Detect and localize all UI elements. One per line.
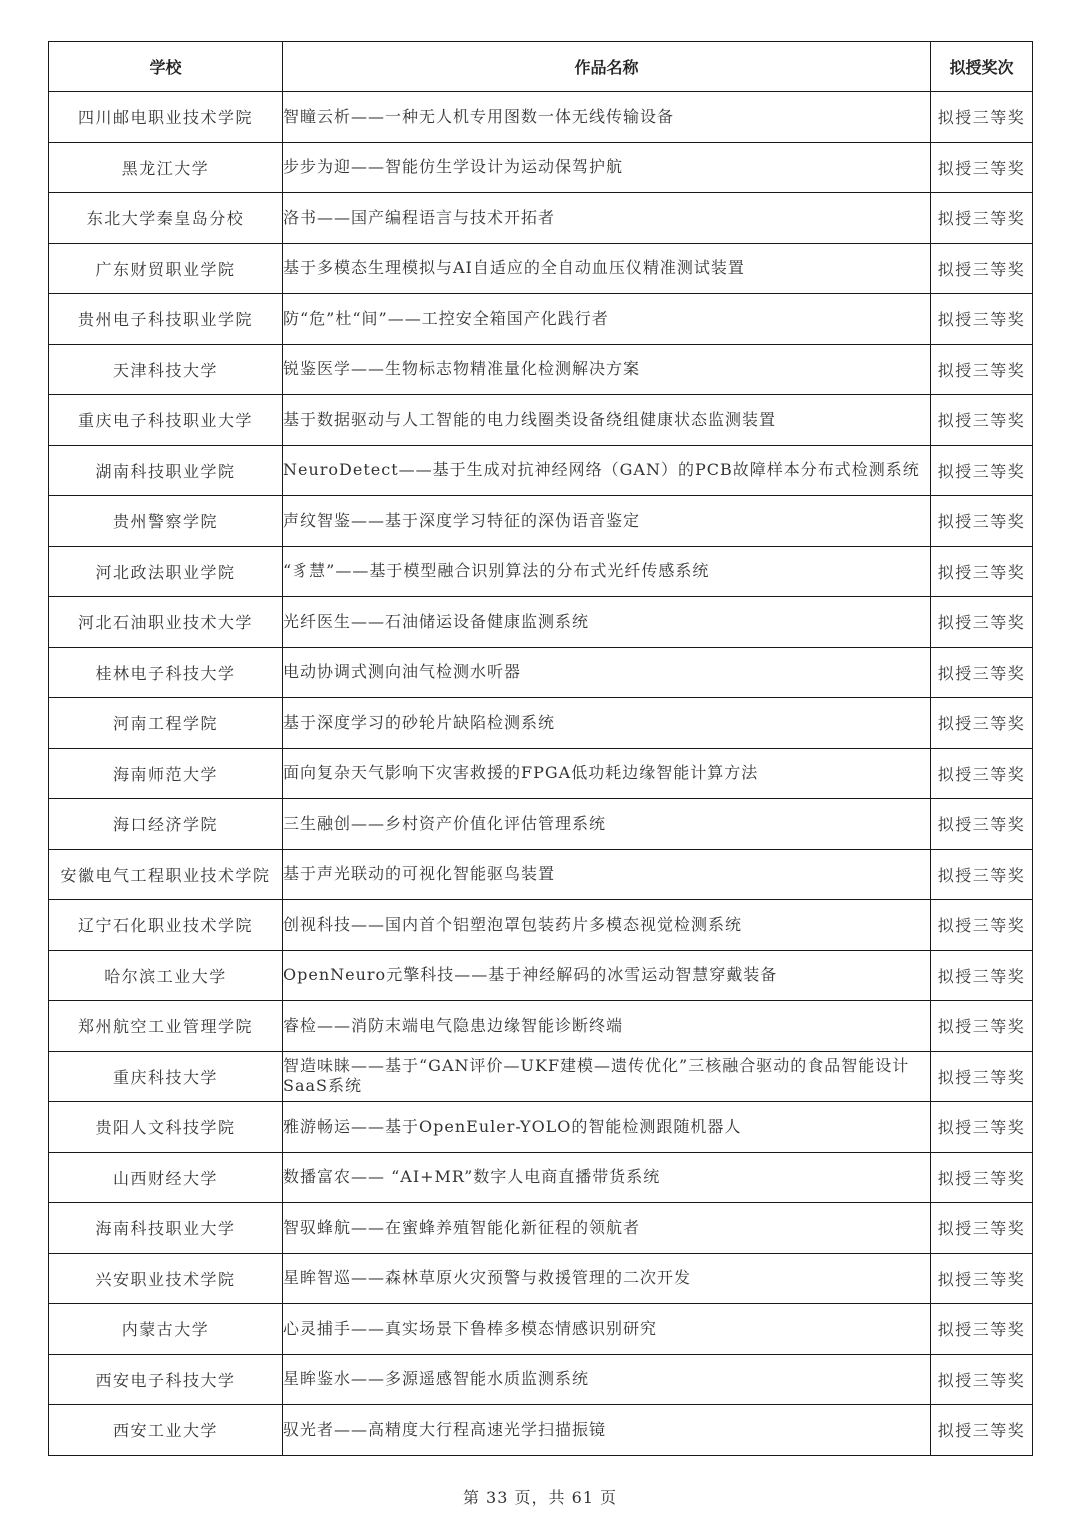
table-row xyxy=(49,900,1033,951)
award-level-cell: 拟授三等奖 xyxy=(931,900,1033,951)
school-cell: 西安电子科技大学 xyxy=(49,1354,283,1405)
award-level-cell: 拟授三等奖 xyxy=(931,950,1033,1001)
award-level-cell: 拟授三等奖 xyxy=(931,243,1033,294)
work-name-cell: 星眸智巡——森林草原火灾预警与救援管理的二次开发 xyxy=(283,1253,931,1304)
award-level-cell: 拟授三等奖 xyxy=(931,1253,1033,1304)
table-row xyxy=(49,92,1033,143)
work-name-cell: 洛书——国产编程语言与技术开拓者 xyxy=(283,193,931,244)
award-level-cell: 拟授三等奖 xyxy=(931,1001,1033,1052)
work-name-cell: 三生融创——乡村资产价值化评估管理系统 xyxy=(283,799,931,850)
award-level-cell: 拟授三等奖 xyxy=(931,395,1033,446)
school-cell: 河北政法职业学院 xyxy=(49,546,283,597)
school-cell: 兴安职业技术学院 xyxy=(49,1253,283,1304)
school-cell: 安徽电气工程职业技术学院 xyxy=(49,849,283,900)
table-row xyxy=(49,799,1033,850)
work-name-cell: 雅游畅运——基于OpenEuler-YOLO的智能检测跟随机器人 xyxy=(283,1102,931,1153)
school-cell: 重庆电子科技职业大学 xyxy=(49,395,283,446)
table-row xyxy=(49,647,1033,698)
school-cell: 河北石油职业技术大学 xyxy=(49,597,283,648)
award-level-cell: 拟授三等奖 xyxy=(931,647,1033,698)
work-name-cell: 基于深度学习的砂轮片缺陷检测系统 xyxy=(283,698,931,749)
table-row xyxy=(49,597,1033,648)
table-row xyxy=(49,344,1033,395)
school-cell: 东北大学秦皇岛分校 xyxy=(49,193,283,244)
school-cell: 湖南科技职业学院 xyxy=(49,445,283,496)
work-name-cell: NeuroDetect——基于生成对抗神经网络（GAN）的PCB故障样本分布式检测系统 xyxy=(283,445,931,496)
award-level-cell: 拟授三等奖 xyxy=(931,1051,1033,1102)
work-name-cell: 基于多模态生理模拟与AI自适应的全自动血压仪精准测试装置 xyxy=(283,243,931,294)
work-name-cell: 防“危”杜“间”——工控安全箱国产化践行者 xyxy=(283,294,931,345)
award-level-cell: 拟授三等奖 xyxy=(931,92,1033,143)
work-name-cell: 智驭蜂航——在蜜蜂养殖智能化新征程的领航者 xyxy=(283,1203,931,1254)
work-name-cell: 声纹智鉴——基于深度学习特征的深伪语音鉴定 xyxy=(283,496,931,547)
award-level-cell: 拟授三等奖 xyxy=(931,496,1033,547)
award-level-cell: 拟授三等奖 xyxy=(931,1102,1033,1153)
award-level-cell: 拟授三等奖 xyxy=(931,142,1033,193)
award-level-cell: 拟授三等奖 xyxy=(931,1304,1033,1355)
table-row xyxy=(49,1405,1033,1456)
award-level-cell: 拟授三等奖 xyxy=(931,1203,1033,1254)
school-cell: 黑龙江大学 xyxy=(49,142,283,193)
work-name-cell: 心灵捕手——真实场景下鲁棒多模态情感识别研究 xyxy=(283,1304,931,1355)
school-cell: 天津科技大学 xyxy=(49,344,283,395)
school-cell: 海南科技职业大学 xyxy=(49,1203,283,1254)
work-name-cell: 锐鉴医学——生物标志物精准量化检测解决方案 xyxy=(283,344,931,395)
school-cell: 山西财经大学 xyxy=(49,1152,283,1203)
school-cell: 贵州警察学院 xyxy=(49,496,283,547)
school-cell: 海口经济学院 xyxy=(49,799,283,850)
work-name-cell: 面向复杂天气影响下灾害救援的FPGA低功耗边缘智能计算方法 xyxy=(283,748,931,799)
work-name-cell: 智瞳云析——一种无人机专用图数一体无线传输设备 xyxy=(283,92,931,143)
table-row xyxy=(49,1051,1033,1102)
table-row xyxy=(49,950,1033,1001)
award-level-cell: 拟授三等奖 xyxy=(931,294,1033,345)
table-row xyxy=(49,1102,1033,1153)
table-row xyxy=(49,1253,1033,1304)
work-name-cell: 睿检——消防末端电气隐患边缘智能诊断终端 xyxy=(283,1001,931,1052)
award-level-cell: 拟授三等奖 xyxy=(931,1405,1033,1456)
school-cell: 海南师范大学 xyxy=(49,748,283,799)
table-row xyxy=(49,1152,1033,1203)
school-cell: 贵州电子科技职业学院 xyxy=(49,294,283,345)
header-work-name: 作品名称 xyxy=(283,42,931,92)
school-cell: 贵阳人文科技学院 xyxy=(49,1102,283,1153)
award-level-cell: 拟授三等奖 xyxy=(931,445,1033,496)
table-row xyxy=(49,1203,1033,1254)
table-row xyxy=(49,142,1033,193)
work-name-cell: 基于数据驱动与人工智能的电力线圈类设备绕组健康状态监测装置 xyxy=(283,395,931,446)
award-level-cell: 拟授三等奖 xyxy=(931,597,1033,648)
header-award-level: 拟授奖次 xyxy=(931,42,1033,92)
school-cell: 河南工程学院 xyxy=(49,698,283,749)
school-cell: 西安工业大学 xyxy=(49,1405,283,1456)
table-row xyxy=(49,193,1033,244)
table-row xyxy=(49,1304,1033,1355)
table-row xyxy=(49,496,1033,547)
work-name-cell: 数播富农—— “AI+MR”数字人电商直播带货系统 xyxy=(283,1152,931,1203)
school-cell: 郑州航空工业管理学院 xyxy=(49,1001,283,1052)
work-name-cell: “豸慧”——基于模型融合识别算法的分布式光纤传感系统 xyxy=(283,546,931,597)
page-number: 第 33 页，共 61 页 xyxy=(462,1488,618,1507)
work-name-cell: 电动协调式测向油气检测水听器 xyxy=(283,647,931,698)
work-name-cell: 创视科技——国内首个铝塑泡罩包装药片多模态视觉检测系统 xyxy=(283,900,931,951)
school-cell: 广东财贸职业学院 xyxy=(49,243,283,294)
table-row xyxy=(49,698,1033,749)
award-level-cell: 拟授三等奖 xyxy=(931,799,1033,850)
table-header-row xyxy=(49,42,1033,92)
table-row xyxy=(49,243,1033,294)
work-name-cell: 基于声光联动的可视化智能驱鸟装置 xyxy=(283,849,931,900)
school-cell: 哈尔滨工业大学 xyxy=(49,950,283,1001)
school-cell: 四川邮电职业技术学院 xyxy=(49,92,283,143)
award-level-cell: 拟授三等奖 xyxy=(931,1354,1033,1405)
table-row xyxy=(49,1354,1033,1405)
work-name-cell: 步步为迎——智能仿生学设计为运动保驾护航 xyxy=(283,142,931,193)
award-level-cell: 拟授三等奖 xyxy=(931,748,1033,799)
header-school: 学校 xyxy=(49,42,283,92)
table-body xyxy=(49,92,1033,1456)
award-level-cell: 拟授三等奖 xyxy=(931,849,1033,900)
award-level-cell: 拟授三等奖 xyxy=(931,1152,1033,1203)
award-level-cell: 拟授三等奖 xyxy=(931,698,1033,749)
school-cell: 重庆科技大学 xyxy=(49,1051,283,1102)
award-level-cell: 拟授三等奖 xyxy=(931,344,1033,395)
table-row xyxy=(49,546,1033,597)
school-cell: 桂林电子科技大学 xyxy=(49,647,283,698)
school-cell: 内蒙古大学 xyxy=(49,1304,283,1355)
table-row xyxy=(49,445,1033,496)
award-level-cell: 拟授三等奖 xyxy=(931,546,1033,597)
table-row xyxy=(49,294,1033,345)
table-row xyxy=(49,849,1033,900)
table-row xyxy=(49,748,1033,799)
work-name-cell: 驭光者——高精度大行程高速光学扫描振镜 xyxy=(283,1405,931,1456)
work-name-cell: 智造味睐——基于“GAN评价—UKF建模—遗传优化”三核融合驱动的食品智能设计SaaS系统 xyxy=(283,1051,931,1102)
school-cell: 辽宁石化职业技术学院 xyxy=(49,900,283,951)
table-row xyxy=(49,1001,1033,1052)
awards-table xyxy=(48,41,1033,1456)
table-row xyxy=(49,395,1033,446)
award-level-cell: 拟授三等奖 xyxy=(931,193,1033,244)
work-name-cell: OpenNeuro元擎科技——基于神经解码的冰雪运动智慧穿戴装备 xyxy=(283,950,931,1001)
work-name-cell: 星眸鉴水——多源遥感智能水质监测系统 xyxy=(283,1354,931,1405)
work-name-cell: 光纤医生——石油储运设备健康监测系统 xyxy=(283,597,931,648)
